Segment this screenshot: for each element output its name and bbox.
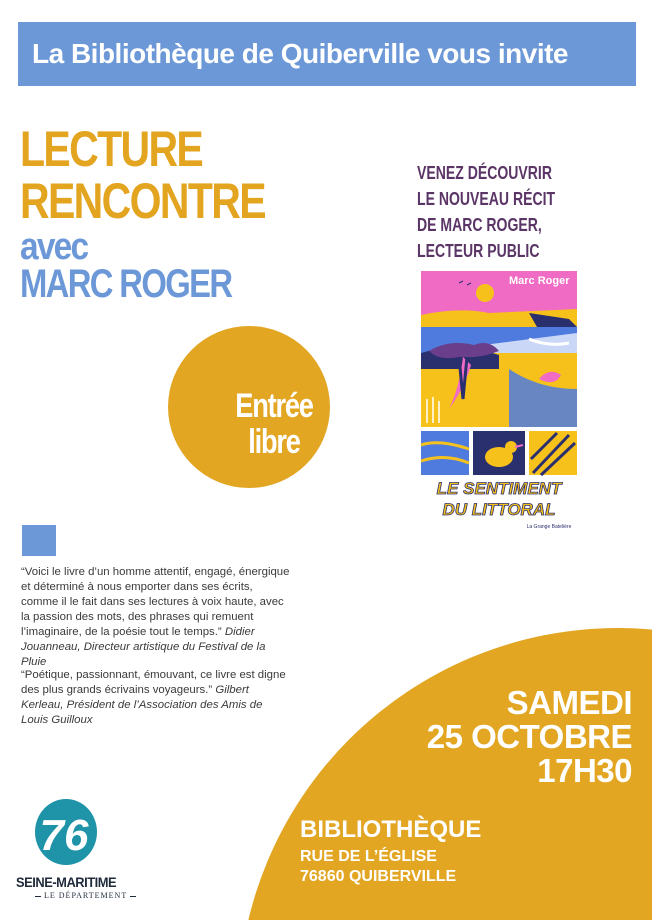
event-time: 17H30	[537, 752, 632, 789]
invite-line2: LE NOUVEAU RÉCIT	[417, 189, 556, 209]
logo-name: SEINE-MARITIME	[16, 874, 117, 890]
banner-text: La Bibliothèque de Quiberville vous invite	[32, 38, 568, 69]
book-title-line2: DU LITTORAL	[442, 500, 556, 519]
entry-badge-text	[230, 388, 318, 460]
title-line-author: MARC ROGER	[20, 262, 232, 306]
invite-text	[417, 160, 555, 264]
decorative-blue-square	[22, 525, 56, 556]
invite-line3: DE MARC ROGER,	[417, 215, 542, 235]
venue-street: RUE DE L’ÉGLISE	[300, 848, 437, 865]
book-author: Marc Roger	[509, 275, 570, 287]
quote-1-text: “Voici le livre d’un homme attentif, engagé, énergique et déterminé à nous emporter dans ses écrits, comme il le fait dans ses lectures à voix haute, avec la passion des mots, des phrases qui remuent l’imaginaire, de la poésie tout le temps.”	[21, 566, 290, 638]
invite-line1: VENEZ DÉCOUVRIR	[417, 163, 552, 183]
logo-subtitle: LE DÉPARTEMENT	[32, 891, 139, 900]
book-publisher: La Grange Batelière	[526, 524, 572, 530]
book-title-line1: LE SENTIMENT	[436, 479, 562, 498]
event-day: SAMEDI	[506, 684, 632, 721]
title-line-lecture: LECTURE	[20, 121, 203, 177]
entry-badge-line2: libre	[248, 423, 300, 461]
venue-name: BIBLIOTHÈQUE	[300, 816, 482, 843]
header-banner	[18, 22, 636, 86]
quote-1	[21, 565, 291, 670]
quote-2-text: “Poétique, passionnant, émouvant, ce livre est digne des plus grands écrivains voyageurs.”	[21, 669, 286, 696]
venue-city: 76860 QUIBERVILLE	[300, 868, 457, 885]
event-date: 25 OCTOBRE	[426, 718, 632, 755]
quote-2-author: Gilbert Kerleau, Président de l’Association des Amis de Louis Guilloux	[21, 684, 263, 726]
quote-2	[21, 668, 291, 728]
logo-number: 76	[39, 811, 89, 860]
title-line-avec: avec	[20, 226, 88, 268]
quote-1-author: Didier Jouanneau, Directeur artistique du Festival de la Pluie	[21, 626, 266, 668]
entry-badge-line1: Entrée	[235, 387, 313, 425]
invite-line4: LECTEUR PUBLIC	[417, 241, 540, 261]
seine-maritime-logo-icon	[30, 798, 110, 868]
book-cover-image	[419, 269, 579, 531]
title-line-rencontre: RENCONTRE	[20, 173, 265, 229]
